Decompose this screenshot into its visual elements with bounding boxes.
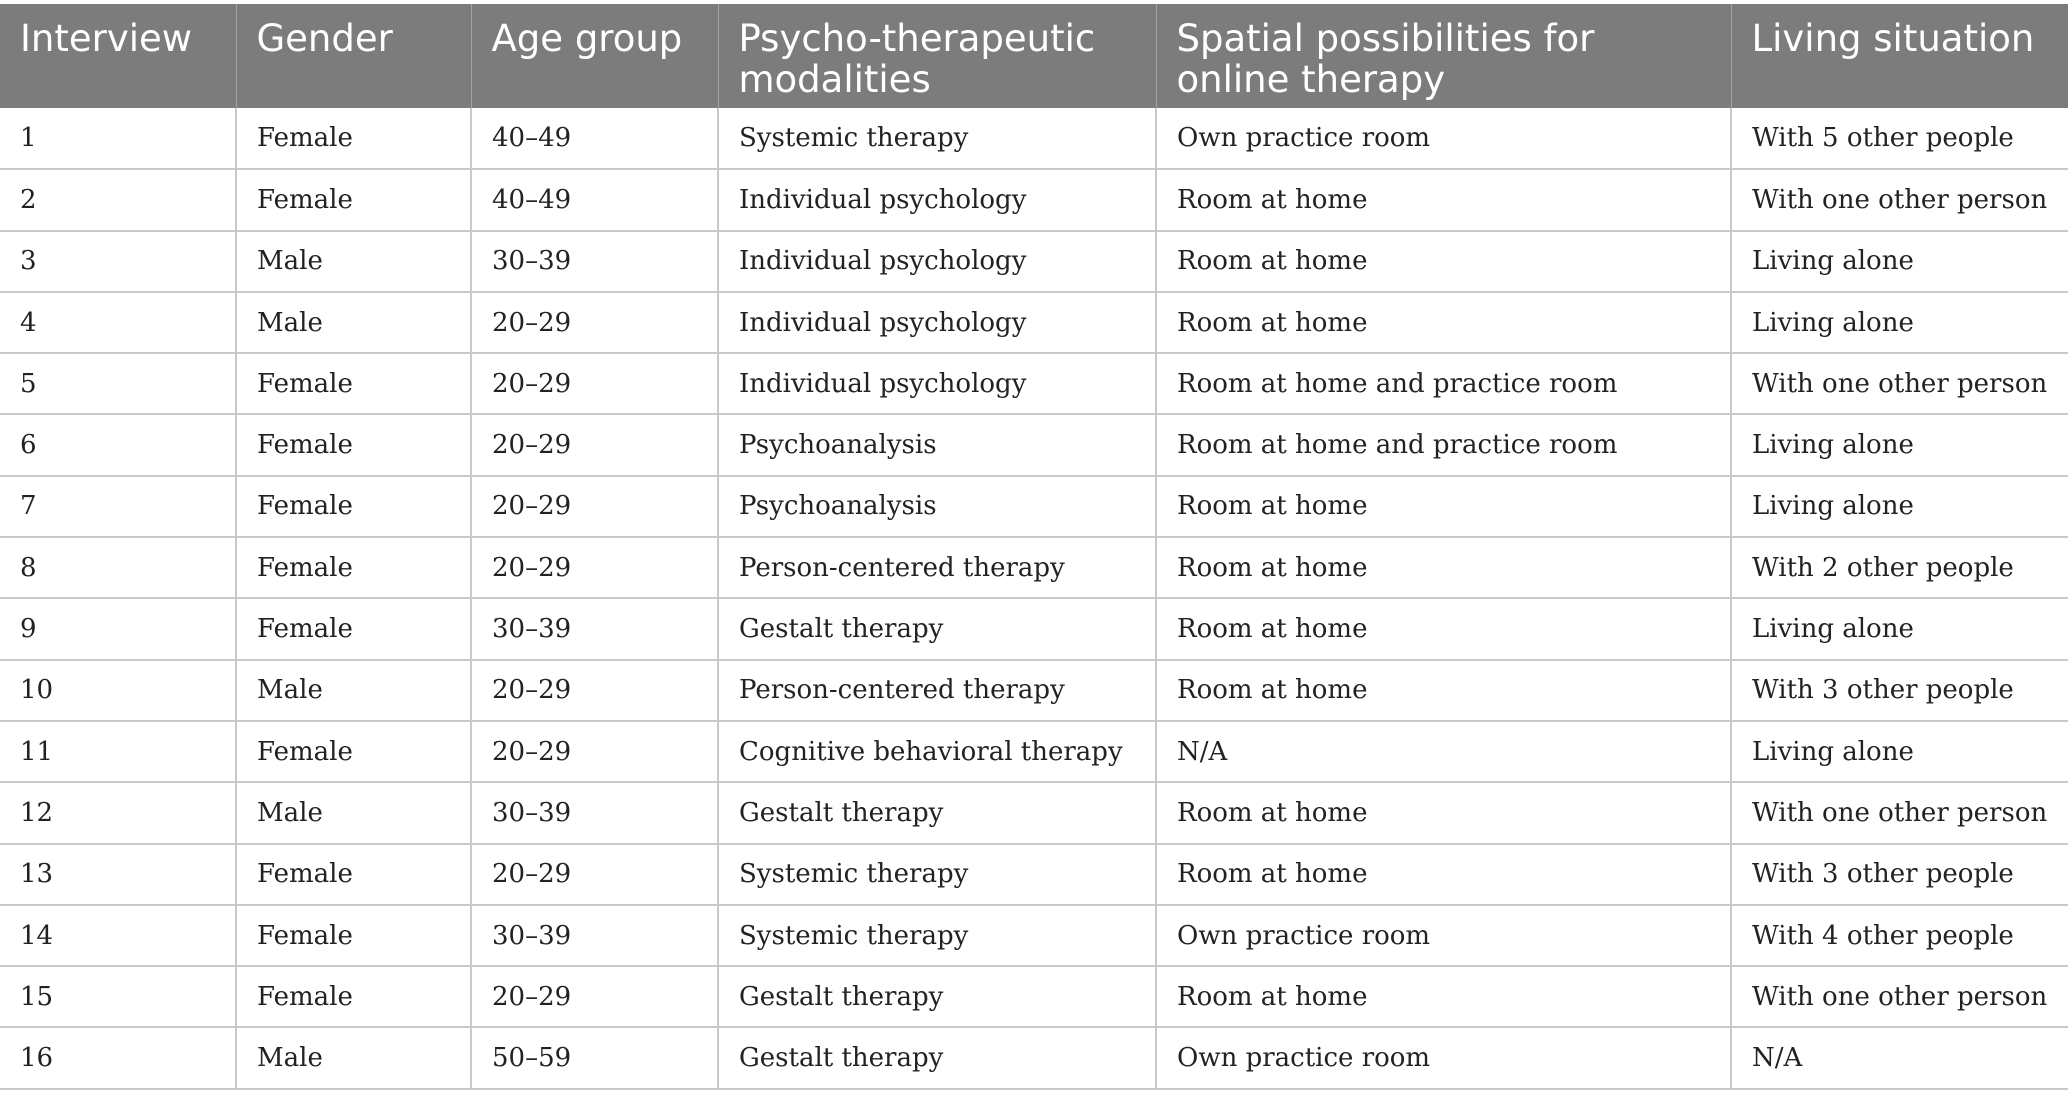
interview-cell: 7 xyxy=(0,476,236,537)
table-row xyxy=(0,476,2068,537)
header-gender: Gender xyxy=(236,4,471,108)
interview-cell: 13 xyxy=(0,844,236,905)
table-row xyxy=(0,414,2068,475)
participants-table-container xyxy=(0,4,2068,1090)
living-situation-cell: With 5 other people xyxy=(1731,108,2068,169)
interview-cell: 15 xyxy=(0,966,236,1027)
interview-cell: 16 xyxy=(0,1027,236,1088)
spatial-cell: Room at home xyxy=(1156,231,1731,292)
gender-cell: Male xyxy=(236,782,471,843)
header-living-situation: Living situation xyxy=(1731,4,2068,108)
age-group-cell: 20–29 xyxy=(471,844,718,905)
spatial-cell: Own practice room xyxy=(1156,108,1731,169)
interview-cell: 3 xyxy=(0,231,236,292)
spatial-cell: Room at home xyxy=(1156,476,1731,537)
gender-cell: Male xyxy=(236,660,471,721)
gender-cell: Female xyxy=(236,353,471,414)
modality-cell: Person-centered therapy xyxy=(718,660,1156,721)
interview-cell: 2 xyxy=(0,169,236,230)
age-group-cell: 20–29 xyxy=(471,537,718,598)
spatial-cell: Room at home and practice room xyxy=(1156,414,1731,475)
age-group-cell: 20–29 xyxy=(471,966,718,1027)
interview-cell: 9 xyxy=(0,598,236,659)
age-group-cell: 20–29 xyxy=(471,660,718,721)
table-row xyxy=(0,231,2068,292)
table-body xyxy=(0,108,2068,1089)
modality-cell: Gestalt therapy xyxy=(718,966,1156,1027)
participants-table xyxy=(0,4,2068,1090)
gender-cell: Female xyxy=(236,476,471,537)
age-group-cell: 40–49 xyxy=(471,108,718,169)
table-header xyxy=(0,4,2068,108)
age-group-cell: 30–39 xyxy=(471,905,718,966)
spatial-cell: Room at home xyxy=(1156,844,1731,905)
living-situation-cell: Living alone xyxy=(1731,476,2068,537)
living-situation-cell: With 3 other people xyxy=(1731,660,2068,721)
modality-cell: Individual psychology xyxy=(718,231,1156,292)
table-row xyxy=(0,353,2068,414)
table-row xyxy=(0,292,2068,353)
spatial-cell: Room at home xyxy=(1156,537,1731,598)
table-row xyxy=(0,108,2068,169)
gender-cell: Female xyxy=(236,721,471,782)
gender-cell: Female xyxy=(236,844,471,905)
modality-cell: Person-centered therapy xyxy=(718,537,1156,598)
age-group-cell: 20–29 xyxy=(471,353,718,414)
modality-cell: Gestalt therapy xyxy=(718,1027,1156,1088)
table-row xyxy=(0,782,2068,843)
age-group-cell: 20–29 xyxy=(471,476,718,537)
age-group-cell: 50–59 xyxy=(471,1027,718,1088)
modality-cell: Gestalt therapy xyxy=(718,598,1156,659)
living-situation-cell: With 4 other people xyxy=(1731,905,2068,966)
gender-cell: Female xyxy=(236,169,471,230)
modality-cell: Psychoanalysis xyxy=(718,414,1156,475)
table-row xyxy=(0,169,2068,230)
living-situation-cell: With one other person xyxy=(1731,353,2068,414)
gender-cell: Female xyxy=(236,108,471,169)
living-situation-cell: Living alone xyxy=(1731,721,2068,782)
living-situation-cell: Living alone xyxy=(1731,414,2068,475)
table-row xyxy=(0,1027,2068,1088)
interview-cell: 6 xyxy=(0,414,236,475)
spatial-cell: Own practice room xyxy=(1156,905,1731,966)
age-group-cell: 20–29 xyxy=(471,721,718,782)
gender-cell: Female xyxy=(236,537,471,598)
spatial-cell: Room at home xyxy=(1156,292,1731,353)
gender-cell: Female xyxy=(236,414,471,475)
age-group-cell: 30–39 xyxy=(471,231,718,292)
header-age-group: Age group xyxy=(471,4,718,108)
spatial-cell: Room at home xyxy=(1156,966,1731,1027)
header-spatial-possibilities: Spatial possibilities for online therapy xyxy=(1156,4,1731,108)
living-situation-cell: With one other person xyxy=(1731,169,2068,230)
modality-cell: Individual psychology xyxy=(718,169,1156,230)
interview-cell: 4 xyxy=(0,292,236,353)
table-row xyxy=(0,537,2068,598)
interview-cell: 5 xyxy=(0,353,236,414)
gender-cell: Male xyxy=(236,1027,471,1088)
living-situation-cell: N/A xyxy=(1731,1027,2068,1088)
gender-cell: Female xyxy=(236,905,471,966)
living-situation-cell: Living alone xyxy=(1731,598,2068,659)
interview-cell: 10 xyxy=(0,660,236,721)
modality-cell: Individual psychology xyxy=(718,292,1156,353)
interview-cell: 1 xyxy=(0,108,236,169)
living-situation-cell: With 2 other people xyxy=(1731,537,2068,598)
gender-cell: Male xyxy=(236,292,471,353)
spatial-cell: Own practice room xyxy=(1156,1027,1731,1088)
modality-cell: Systemic therapy xyxy=(718,905,1156,966)
age-group-cell: 40–49 xyxy=(471,169,718,230)
header-modalities: Psycho-therapeutic modalities xyxy=(718,4,1156,108)
spatial-cell: Room at home and practice room xyxy=(1156,353,1731,414)
living-situation-cell: With 3 other people xyxy=(1731,844,2068,905)
table-row xyxy=(0,660,2068,721)
living-situation-cell: With one other person xyxy=(1731,966,2068,1027)
interview-cell: 11 xyxy=(0,721,236,782)
table-row xyxy=(0,721,2068,782)
interview-cell: 8 xyxy=(0,537,236,598)
header-interview: Interview xyxy=(0,4,236,108)
spatial-cell: N/A xyxy=(1156,721,1731,782)
modality-cell: Systemic therapy xyxy=(718,108,1156,169)
living-situation-cell: Living alone xyxy=(1731,231,2068,292)
header-row xyxy=(0,4,2068,108)
table-row xyxy=(0,905,2068,966)
interview-cell: 12 xyxy=(0,782,236,843)
modality-cell: Psychoanalysis xyxy=(718,476,1156,537)
living-situation-cell: With one other person xyxy=(1731,782,2068,843)
gender-cell: Male xyxy=(236,231,471,292)
age-group-cell: 30–39 xyxy=(471,782,718,843)
modality-cell: Systemic therapy xyxy=(718,844,1156,905)
modality-cell: Individual psychology xyxy=(718,353,1156,414)
table-row xyxy=(0,966,2068,1027)
age-group-cell: 20–29 xyxy=(471,414,718,475)
modality-cell: Gestalt therapy xyxy=(718,782,1156,843)
age-group-cell: 20–29 xyxy=(471,292,718,353)
spatial-cell: Room at home xyxy=(1156,660,1731,721)
modality-cell: Cognitive behavioral therapy xyxy=(718,721,1156,782)
living-situation-cell: Living alone xyxy=(1731,292,2068,353)
gender-cell: Female xyxy=(236,598,471,659)
table-row xyxy=(0,844,2068,905)
spatial-cell: Room at home xyxy=(1156,598,1731,659)
spatial-cell: Room at home xyxy=(1156,169,1731,230)
spatial-cell: Room at home xyxy=(1156,782,1731,843)
table-row xyxy=(0,598,2068,659)
interview-cell: 14 xyxy=(0,905,236,966)
gender-cell: Female xyxy=(236,966,471,1027)
age-group-cell: 30–39 xyxy=(471,598,718,659)
